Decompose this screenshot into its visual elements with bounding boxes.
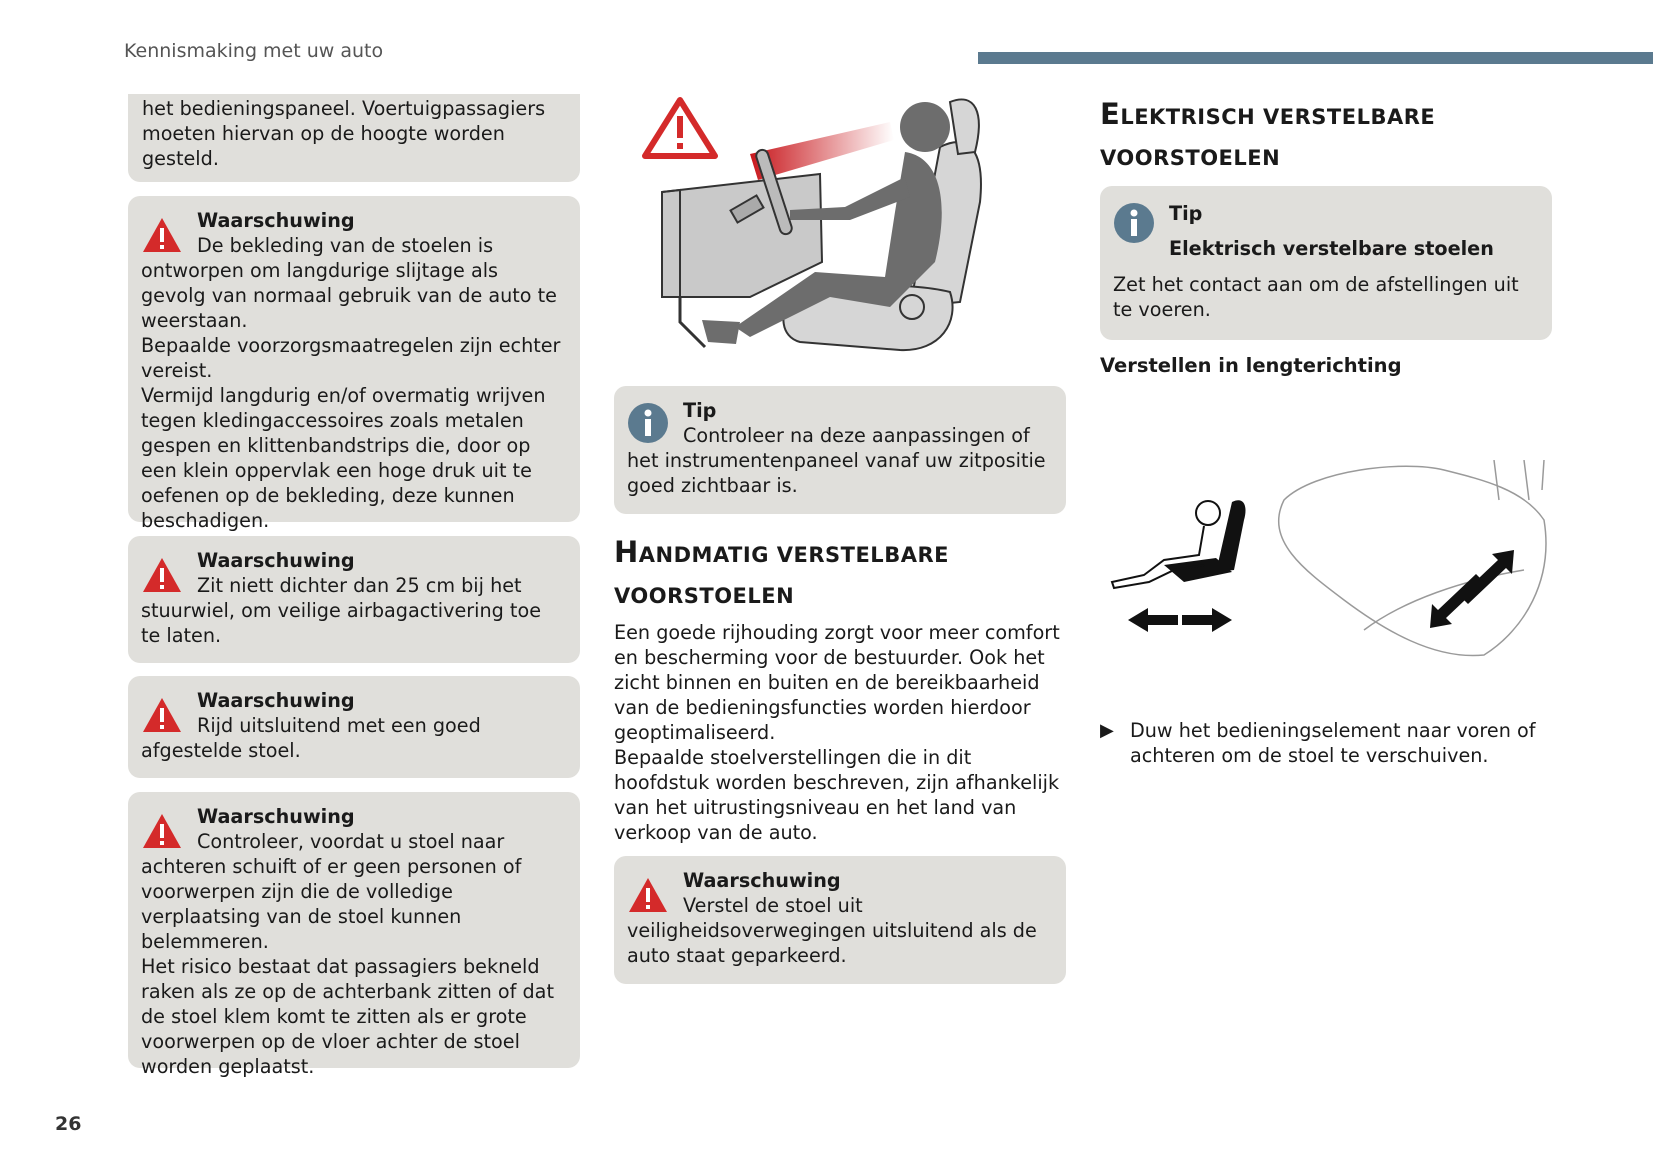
tip-body: Zet het contact aan om de afstellingen uit te voeren. <box>1113 273 1519 321</box>
warning-first-line: Verstel de stoel uit <box>683 894 863 917</box>
warning-box-parked <box>614 856 1066 984</box>
tip-body: het instrumentenpaneel vanaf uw zitpositie goed zichtbaar is. <box>627 449 1046 497</box>
seated-person-icon <box>1112 500 1246 588</box>
header-accent-bar <box>978 52 1653 64</box>
warning-title: Waarschuwing <box>683 869 841 892</box>
warning-body: afgestelde stoel. <box>141 739 301 762</box>
warning-first-line: Controleer, voordat u stoel naar <box>197 830 505 853</box>
warning-box-airbag <box>128 536 580 663</box>
warning-title: Waarschuwing <box>197 209 355 232</box>
warning-box-upholstery <box>128 196 580 532</box>
warning-first-line: De bekleding van de stoelen is <box>197 234 494 257</box>
warning-icon <box>141 216 183 254</box>
tip-box-visibility <box>614 386 1066 514</box>
section-title-electric-seats: ELEKTRISCH VERSTELBARE VOORSTOELEN <box>1100 97 1436 170</box>
warning-title: Waarschuwing <box>197 689 355 712</box>
driving-posture-illustration <box>640 92 1040 372</box>
warning-triangle-icon <box>645 100 715 156</box>
running-header: Kennismaking met uw auto <box>124 40 384 62</box>
tip-first-line: Controleer na deze aanpassingen of <box>683 424 1030 447</box>
tip-title: Tip <box>1169 202 1203 225</box>
warning-title: Waarschuwing <box>197 805 355 828</box>
intro-box <box>128 94 580 182</box>
sub-heading-longitudinal: Verstellen in lengterichting <box>1100 354 1402 377</box>
info-icon <box>1113 202 1155 244</box>
bullet-text: Duw het bedieningselement naar voren of achteren om de stoel te verschuiven. <box>1130 719 1536 767</box>
page-number: 26 <box>55 1113 82 1135</box>
warning-icon <box>141 812 183 850</box>
bullet-arrow-icon: ▶ <box>1100 720 1114 741</box>
warning-box-obstruction <box>128 792 580 1078</box>
double-arrow-diagonal-icon <box>1430 550 1514 628</box>
warning-title: Waarschuwing <box>197 549 355 572</box>
double-arrow-horizontal-icon <box>1128 608 1232 632</box>
tip-subtitle: Elektrisch verstelbare stoelen <box>1169 237 1494 260</box>
intro-text: het bedieningspaneel. Voertuigpassagiers moeten hiervan op de hoogte worden gesteld. <box>142 97 546 170</box>
tip-title: Tip <box>683 399 717 422</box>
section-title-manual-seats: HANDMATIG VERSTELBARE VOORSTOELEN <box>614 535 949 608</box>
warning-body: ontworpen om langdurige slijtage als gevolg van normaal gebruik van de auto te weerstaan. Bepaalde voorzorgsmaatregelen zijn echter vereist. Vermijd langdurig en/of overmatig wrijven tegen kledingaccessoires zoals metalen gespen en klittenbandstrips die, door op een klein oppervlak een hoge druk uit te oefenen op de bekleding, deze kunnen beschadigen. <box>141 259 561 532</box>
instruction-bullet <box>1100 718 1552 768</box>
info-icon <box>627 402 669 444</box>
warning-box-seat-adjusted <box>128 676 580 778</box>
warning-first-line: Zit niett dichter dan 25 cm bij het <box>197 574 522 597</box>
warning-icon <box>141 696 183 734</box>
manual-seats-paragraph: Een goede rijhouding zorgt voor meer comfort en bescherming voor de bestuurder. Ook het zicht binnen en buiten en de bereikbaarheid van de bedieningsfuncties worden hierdoor geoptimaliseerd. Bepaalde stoelverstellingen die in dit hoofdstuk worden beschreven, zijn afhankelijk van het uitrustingsniveau en het land van verkoop van de auto. <box>614 621 1060 844</box>
warning-icon <box>627 876 669 914</box>
warning-body: stuurwiel, om veilige airbagactivering toe te laten. <box>141 599 541 647</box>
warning-body: veiligheidsoverwegingen uitsluitend als de auto staat geparkeerd. <box>627 919 1037 967</box>
tip-box-electric-seats <box>1100 186 1552 340</box>
warning-first-line: Rijd uitsluitend met een goed <box>197 714 481 737</box>
warning-icon <box>141 556 183 594</box>
seat-adjustment-illustration <box>1104 460 1554 665</box>
warning-body: achteren schuift of er geen personen of voorwerpen zijn die de volledige verplaatsing van de stoel kunnen belemmeren. Het risico bestaat dat passagiers bekneld raken als ze op de achterbank zitten of dat de stoel klem komt te zitten als er grote voorwerpen op de vloer achter de stoel worden geplaatst. <box>141 855 554 1078</box>
